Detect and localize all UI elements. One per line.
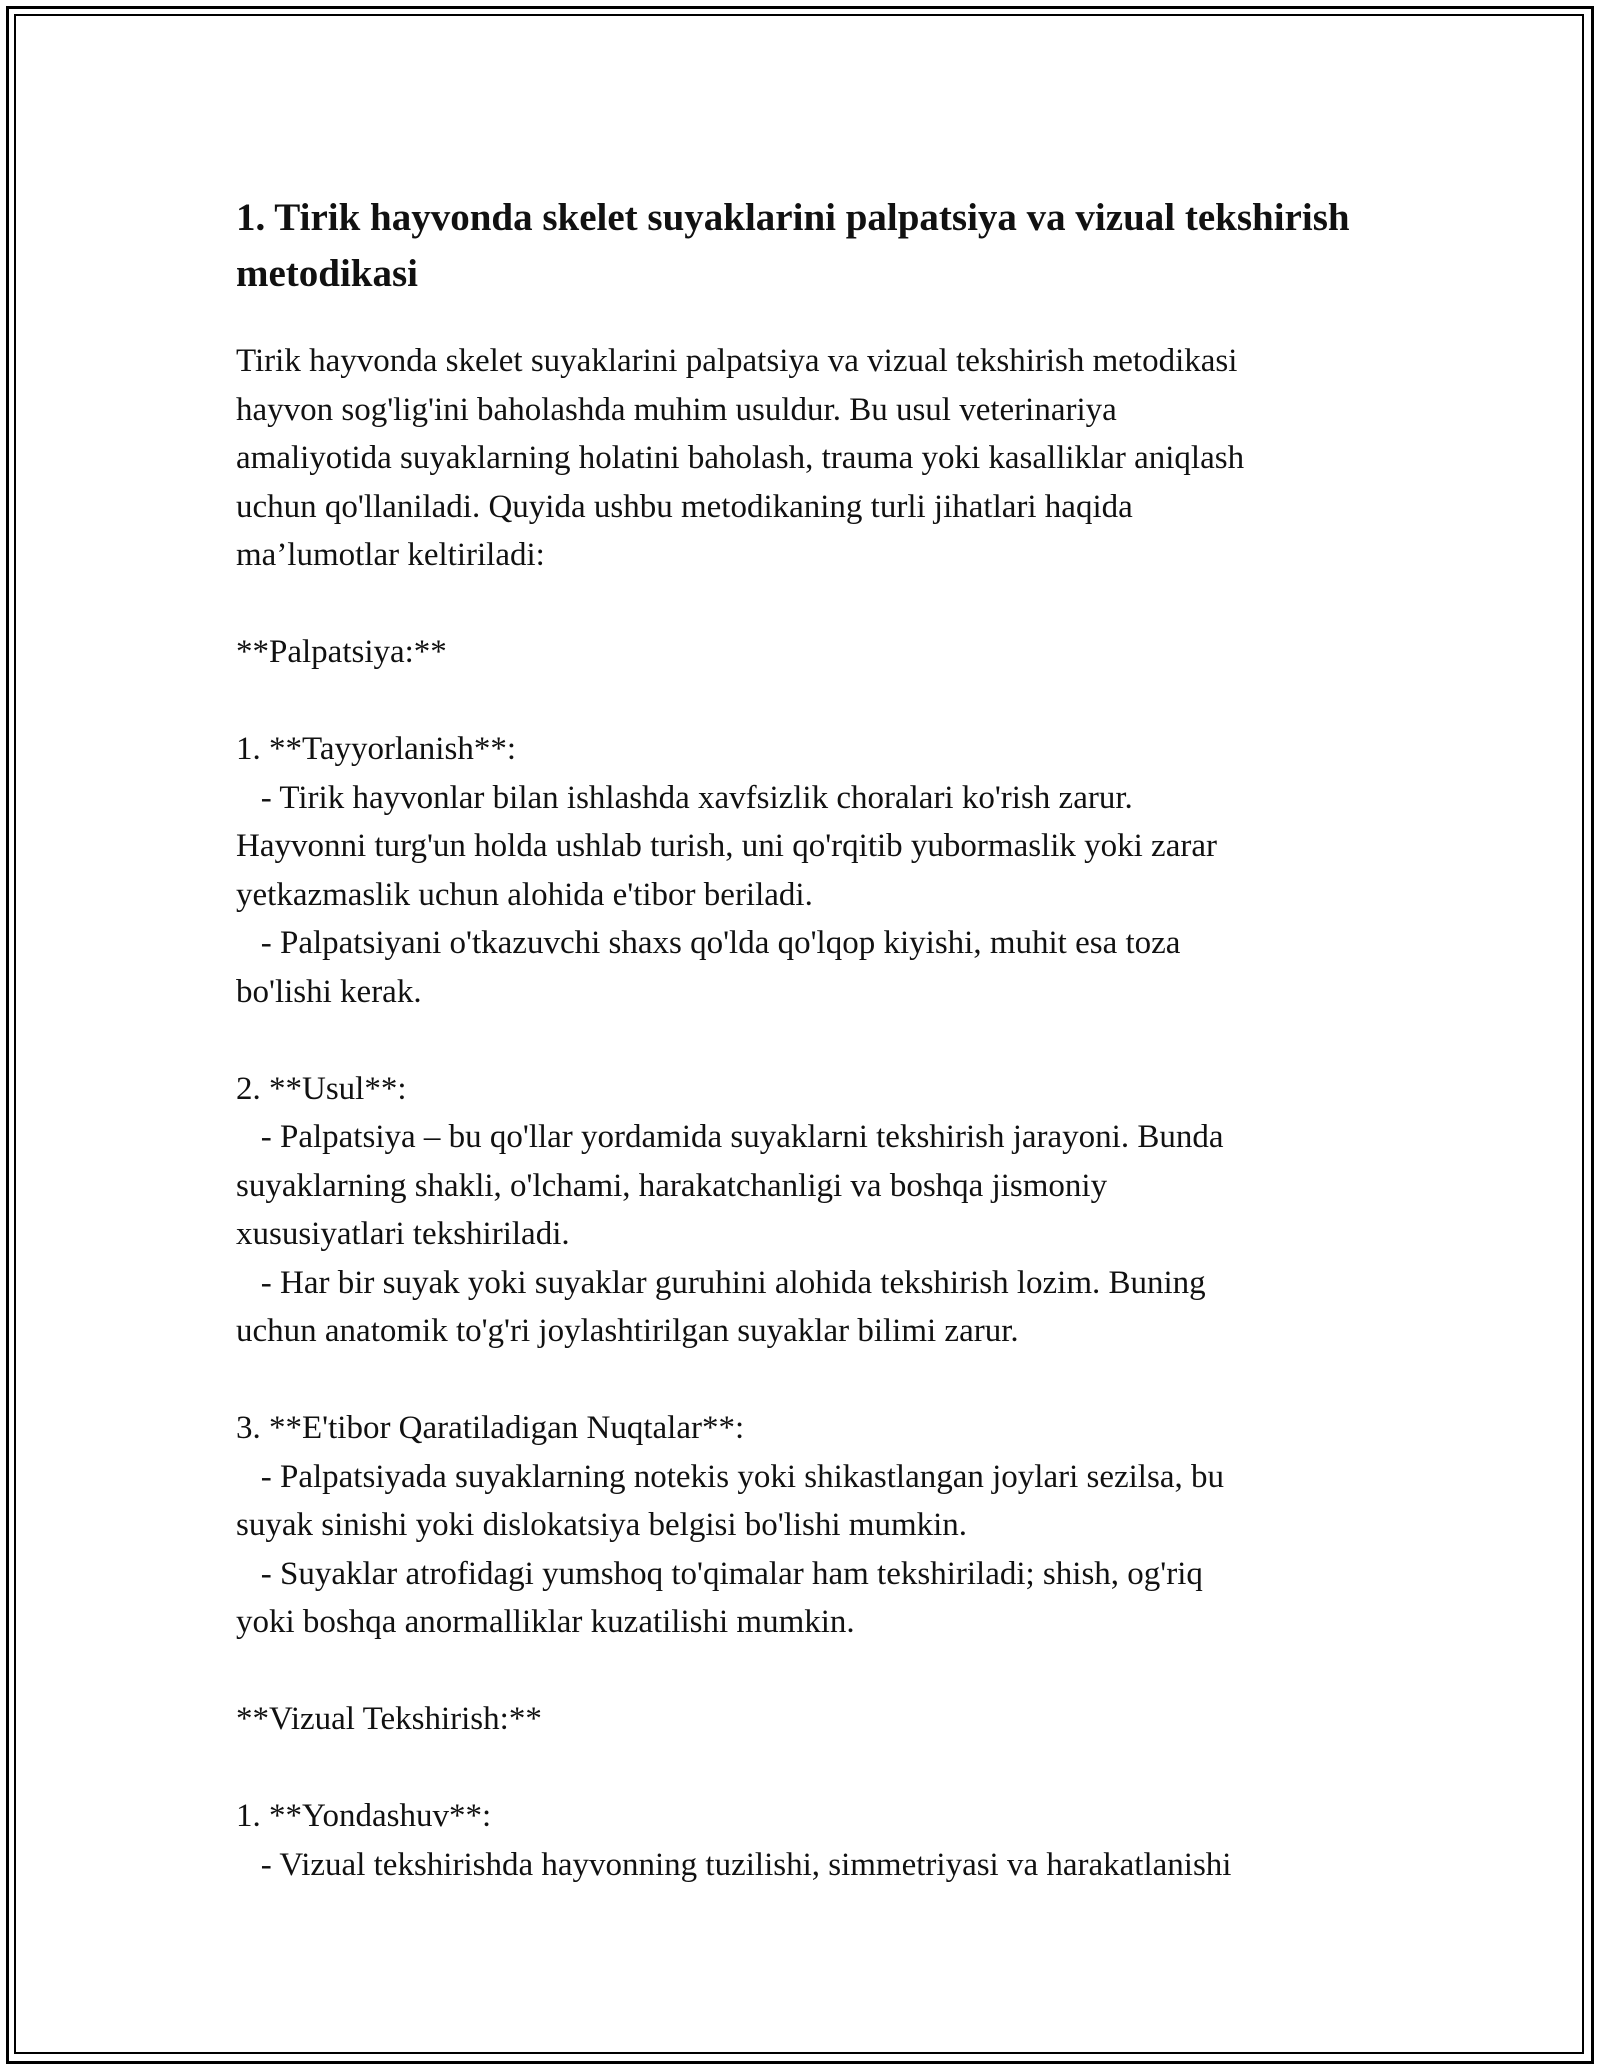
document-page xyxy=(236,190,1376,1889)
section-heading: 1. Tirik hayvonda skelet suyaklarini palpatsiya va vizual tekshirish metodikasi xyxy=(236,196,1350,295)
document-body-text: Tirik hayvonda skelet suyaklarini palpatsiya va vizual tekshirish metodikasi hayvon sog'lig'ini baholashda muhim usuldur. Bu usul veterinariya amaliyotida suyaklarning holatini baholash, trauma yoki kasalliklar aniqlash uchun qo'llaniladi. Quyida ushbu metodikaning turli jihatlari haqida ma’lumotlar keltiriladi: **Palpatsiya:** 1. **Tayyorlanish**: - Tirik hayvonlar bilan ishlashda xavfsizlik choralari ko'rish zarur. Hayvonni turg'un holda ushlab turish, uni qo'rqitib yubormaslik yoki zarar yetkazmaslik uchun alohida e'tibor beriladi. - Palpatsiyani o'tkazuvchi shaxs qo'lda qo'lqop kiyishi, muhit esa toza bo'lishi kerak. 2. **Usul**: - Palpatsiya – bu qo'llar yordamida suyaklarni tekshirish jarayoni. Bunda suyaklarning shakli, o'lchami, harakatchanligi va boshqa jismoniy xususiyatlari tekshiriladi. - Har bir suyak yoki suyaklar guruhini alohida tekshirish lozim. Buning uchun anatomik to'g'ri joylashtirilgan suyaklar bilimi zarur. 3. **E'tibor Qaratiladigan Nuqtalar**: - Palpatsiyada suyaklarning notekis yoki shikastlangan joylari sezilsa, bu suyak sinishi yoki dislokatsiya belgisi bo'lishi mumkin. - Suyaklar atrofidagi yumshoq to'qimalar ham tekshiriladi; shish, og'riq yoki boshqa anormalliklar kuzatilishi mumkin. **Vizual Tekshirish:** 1. **Yondashuv**: - Vizual tekshirishda hayvonning tuzilishi, simmetriyasi va harakatlanishi xyxy=(236,343,1245,1883)
